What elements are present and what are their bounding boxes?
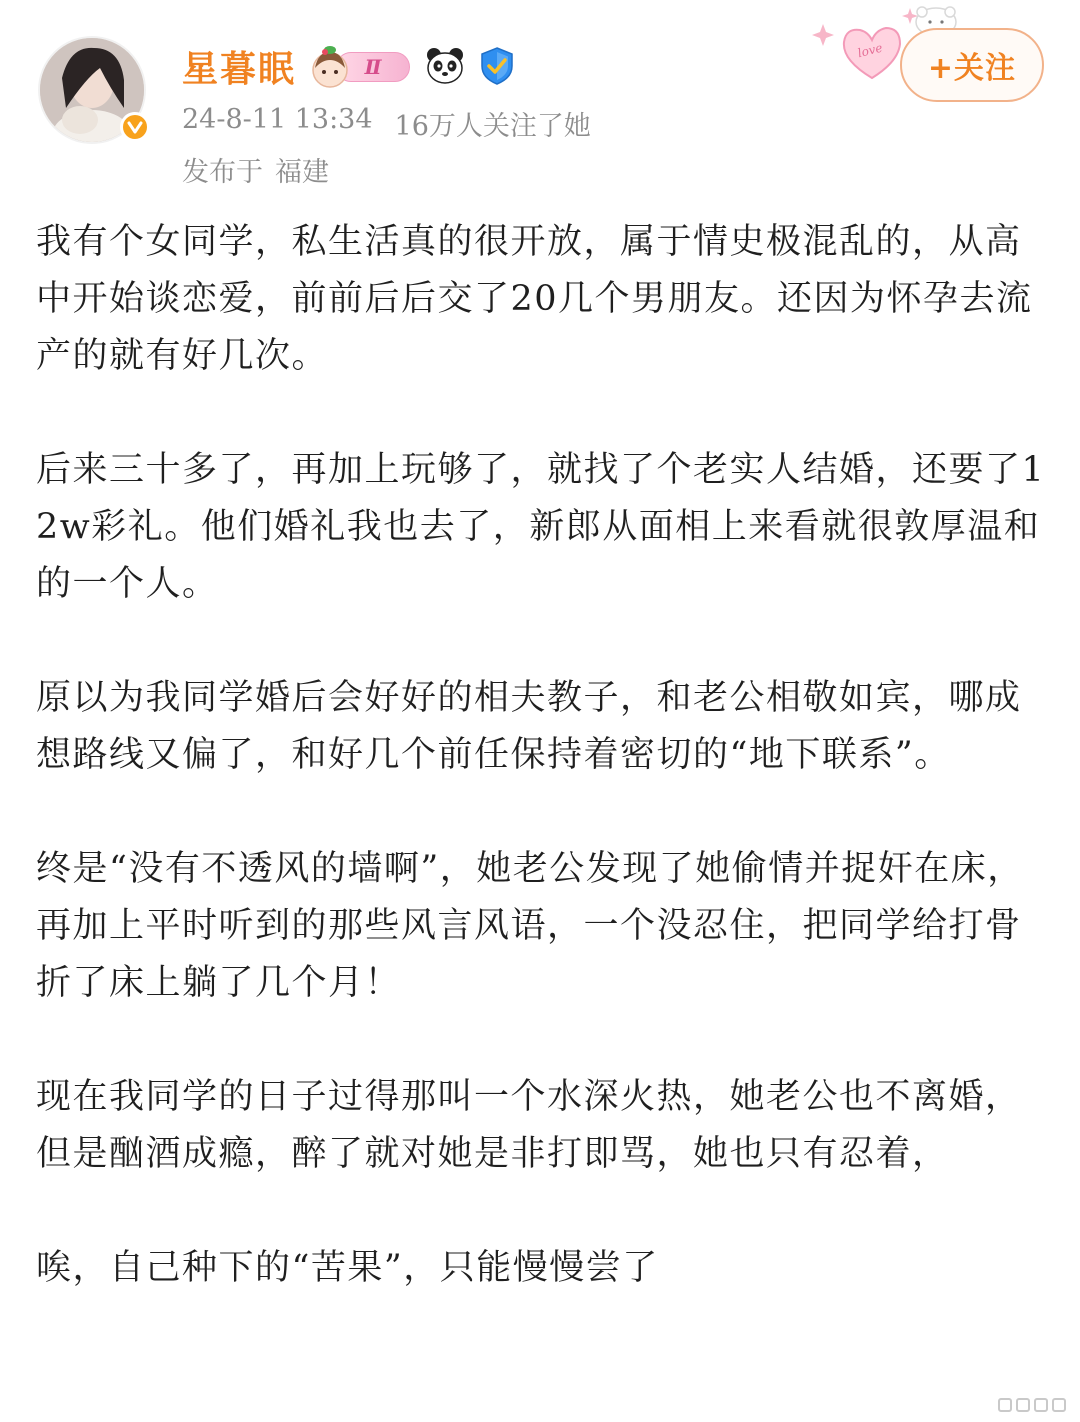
level-avatar-icon — [308, 46, 352, 90]
post-paragraph: 唉，自己种下的“苦果”，只能慢慢尝了 — [36, 1248, 659, 1288]
avatar[interactable] — [38, 36, 146, 144]
post-paragraph: 后来三十多了，再加上玩够了，就找了个老实人结婚，还要了12w彩礼。他们婚礼我也去了，新郎从面相上来看就很敦厚温和的一个人。 — [36, 450, 1046, 604]
post-paragraph: 我有个女同学，私生活真的很开放，属于情史极混乱的，从高中开始谈恋爱，前前后后交了20几个男朋友。还因为怀孕去流产的就有好几次。 — [36, 222, 1033, 376]
follow-button[interactable]: +关注 — [900, 28, 1044, 102]
post-timestamp: 24-8-11 13:34 — [182, 104, 373, 135]
post-paragraph: 终是“没有不透风的墙啊”，她老公发现了她偷情并捉奸在床，再加上平时听到的那些风言风语，一个没忍住，把同学给打骨折了床上躺了几个月！ — [36, 849, 1024, 1003]
level-label: Ⅱ — [336, 52, 410, 82]
shield-icon — [476, 45, 518, 87]
location-name: 福建 — [275, 157, 329, 188]
post-paragraph: 现在我同学的日子过得那叫一个水深火热，她老公也不离婚，但是酗酒成瘾，醉了就对她是非打即骂，她也只有忍着， — [36, 1077, 1022, 1174]
watermark-icon — [998, 1398, 1066, 1412]
svg-text:love: love — [856, 40, 884, 61]
username-row — [182, 38, 518, 94]
post-location — [182, 150, 329, 189]
panda-icon — [424, 45, 466, 87]
level-badge-icon[interactable] — [306, 44, 414, 88]
post-meta — [182, 104, 591, 143]
post-paragraph: 原以为我同学婚后会好好的相夫教子，和老公相敬如宾，哪成想路线又偏了，和好几个前任保持着密切的“地下联系”。 — [36, 678, 1022, 775]
post-content — [36, 214, 1048, 1297]
location-prefix: 发布于 — [182, 157, 263, 188]
post-header — [0, 0, 1080, 200]
verified-badge-icon — [120, 112, 150, 142]
followers-count: 16万人关注了她 — [394, 111, 591, 142]
username[interactable]: 星暮眠 — [182, 48, 297, 90]
